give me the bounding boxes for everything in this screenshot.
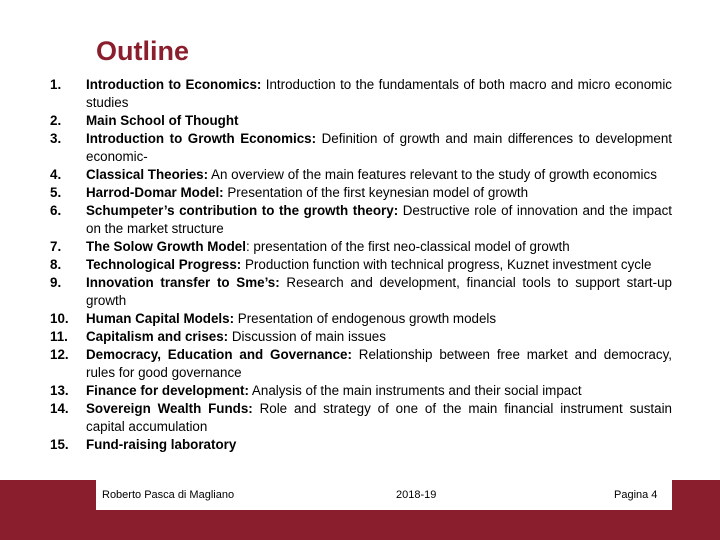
item-number: 2. (50, 113, 62, 128)
footer-year: 2018-19 (396, 489, 437, 501)
item-description: An overview of the main features relevant to the study of growth economics (208, 167, 657, 182)
outline-item (50, 76, 672, 112)
outline-item (50, 382, 672, 400)
outline-item (50, 202, 672, 238)
item-heading: Sovereign Wealth Funds: (86, 401, 253, 416)
outline-item (50, 130, 672, 166)
item-heading: Classical Theories: (86, 167, 209, 182)
outline-item (50, 184, 672, 202)
outline-item (50, 328, 672, 346)
outline-item (50, 346, 672, 382)
item-body (86, 112, 672, 130)
item-body (86, 274, 672, 310)
item-heading: Introduction to Growth Economics: (86, 131, 317, 146)
outline-list (50, 76, 672, 454)
item-heading: Human Capital Models: (86, 311, 235, 326)
item-heading: Technological Progress: (86, 257, 242, 272)
outline-item (50, 436, 672, 454)
item-number: 11. (50, 329, 68, 344)
item-number: 15. (50, 437, 69, 452)
item-heading: Harrod-Domar Model: (86, 185, 224, 200)
item-number: 8. (50, 257, 62, 272)
item-body (86, 130, 672, 166)
outline-item (50, 310, 672, 328)
item-heading: Innovation transfer to Sme’s: (86, 275, 280, 290)
item-body (86, 256, 672, 274)
item-body (86, 202, 672, 238)
item-description: Analysis of the main instruments and their social impact (248, 383, 582, 398)
item-heading: The Solow Growth Model (86, 239, 246, 254)
item-description: Discussion of main issues (228, 329, 386, 344)
item-body (86, 400, 672, 436)
item-number: 14. (50, 401, 69, 416)
footer-page-number: Pagina 4 (614, 489, 658, 501)
item-body (86, 184, 672, 202)
item-heading: Democracy, Education and Governance: (86, 347, 352, 362)
item-body (86, 328, 672, 346)
item-number: 4. (50, 167, 62, 182)
item-description: : presentation of the first neo-classical model of growth (245, 239, 570, 254)
item-body (86, 382, 672, 400)
item-body (86, 436, 672, 454)
item-heading: Finance for development: (86, 383, 249, 398)
item-heading: Introduction to Economics: (86, 77, 262, 92)
item-description: Introduction to the fundamentals of both macro and micro economic studies (86, 77, 673, 110)
item-description: Definition of growth and main differences to development economic- (86, 131, 672, 164)
item-number: 10. (50, 311, 69, 326)
item-number: 13. (50, 383, 69, 398)
item-description: Production function with technical progress, Kuznet investment cycle (241, 257, 652, 272)
outline-item (50, 238, 672, 256)
item-description: Role and strategy of one of the main financial instrument sustain capital accumulation (86, 401, 672, 434)
outline-item (50, 274, 672, 310)
item-number: 7. (50, 239, 62, 254)
item-description: Presentation of the first keynesian model of growth (223, 185, 529, 200)
item-body (86, 310, 672, 328)
item-body (86, 238, 672, 256)
item-description: Presentation of endogenous growth models (234, 311, 497, 326)
item-number: 12. (50, 347, 69, 362)
item-number: 6. (50, 203, 62, 218)
item-description: Research and development, financial tools to support start-up growth (86, 275, 673, 308)
item-body (86, 166, 672, 184)
item-number: 5. (50, 185, 62, 200)
outline-item (50, 166, 672, 184)
item-number: 3. (50, 131, 62, 146)
item-body (86, 76, 672, 112)
item-description: Destructive role of innovation and the impact on the market structure (86, 203, 672, 236)
item-heading: Schumpeter’s contribution to the growth theory: (86, 203, 399, 218)
item-number: 1. (50, 77, 62, 92)
item-number: 9. (50, 275, 62, 290)
item-body (86, 346, 672, 382)
item-heading: Main School of Thought (86, 113, 239, 128)
outline-item (50, 400, 672, 436)
item-description: Relationship between free market and democracy, rules for good governance (86, 347, 672, 380)
slide-title: Outline (96, 36, 189, 66)
item-heading: Fund-raising laboratory (86, 437, 237, 452)
outline-item (50, 256, 672, 274)
outline-item (50, 112, 672, 130)
footer-author: Roberto Pasca di Magliano (102, 489, 235, 501)
item-heading: Capitalism and crises: (86, 329, 229, 344)
